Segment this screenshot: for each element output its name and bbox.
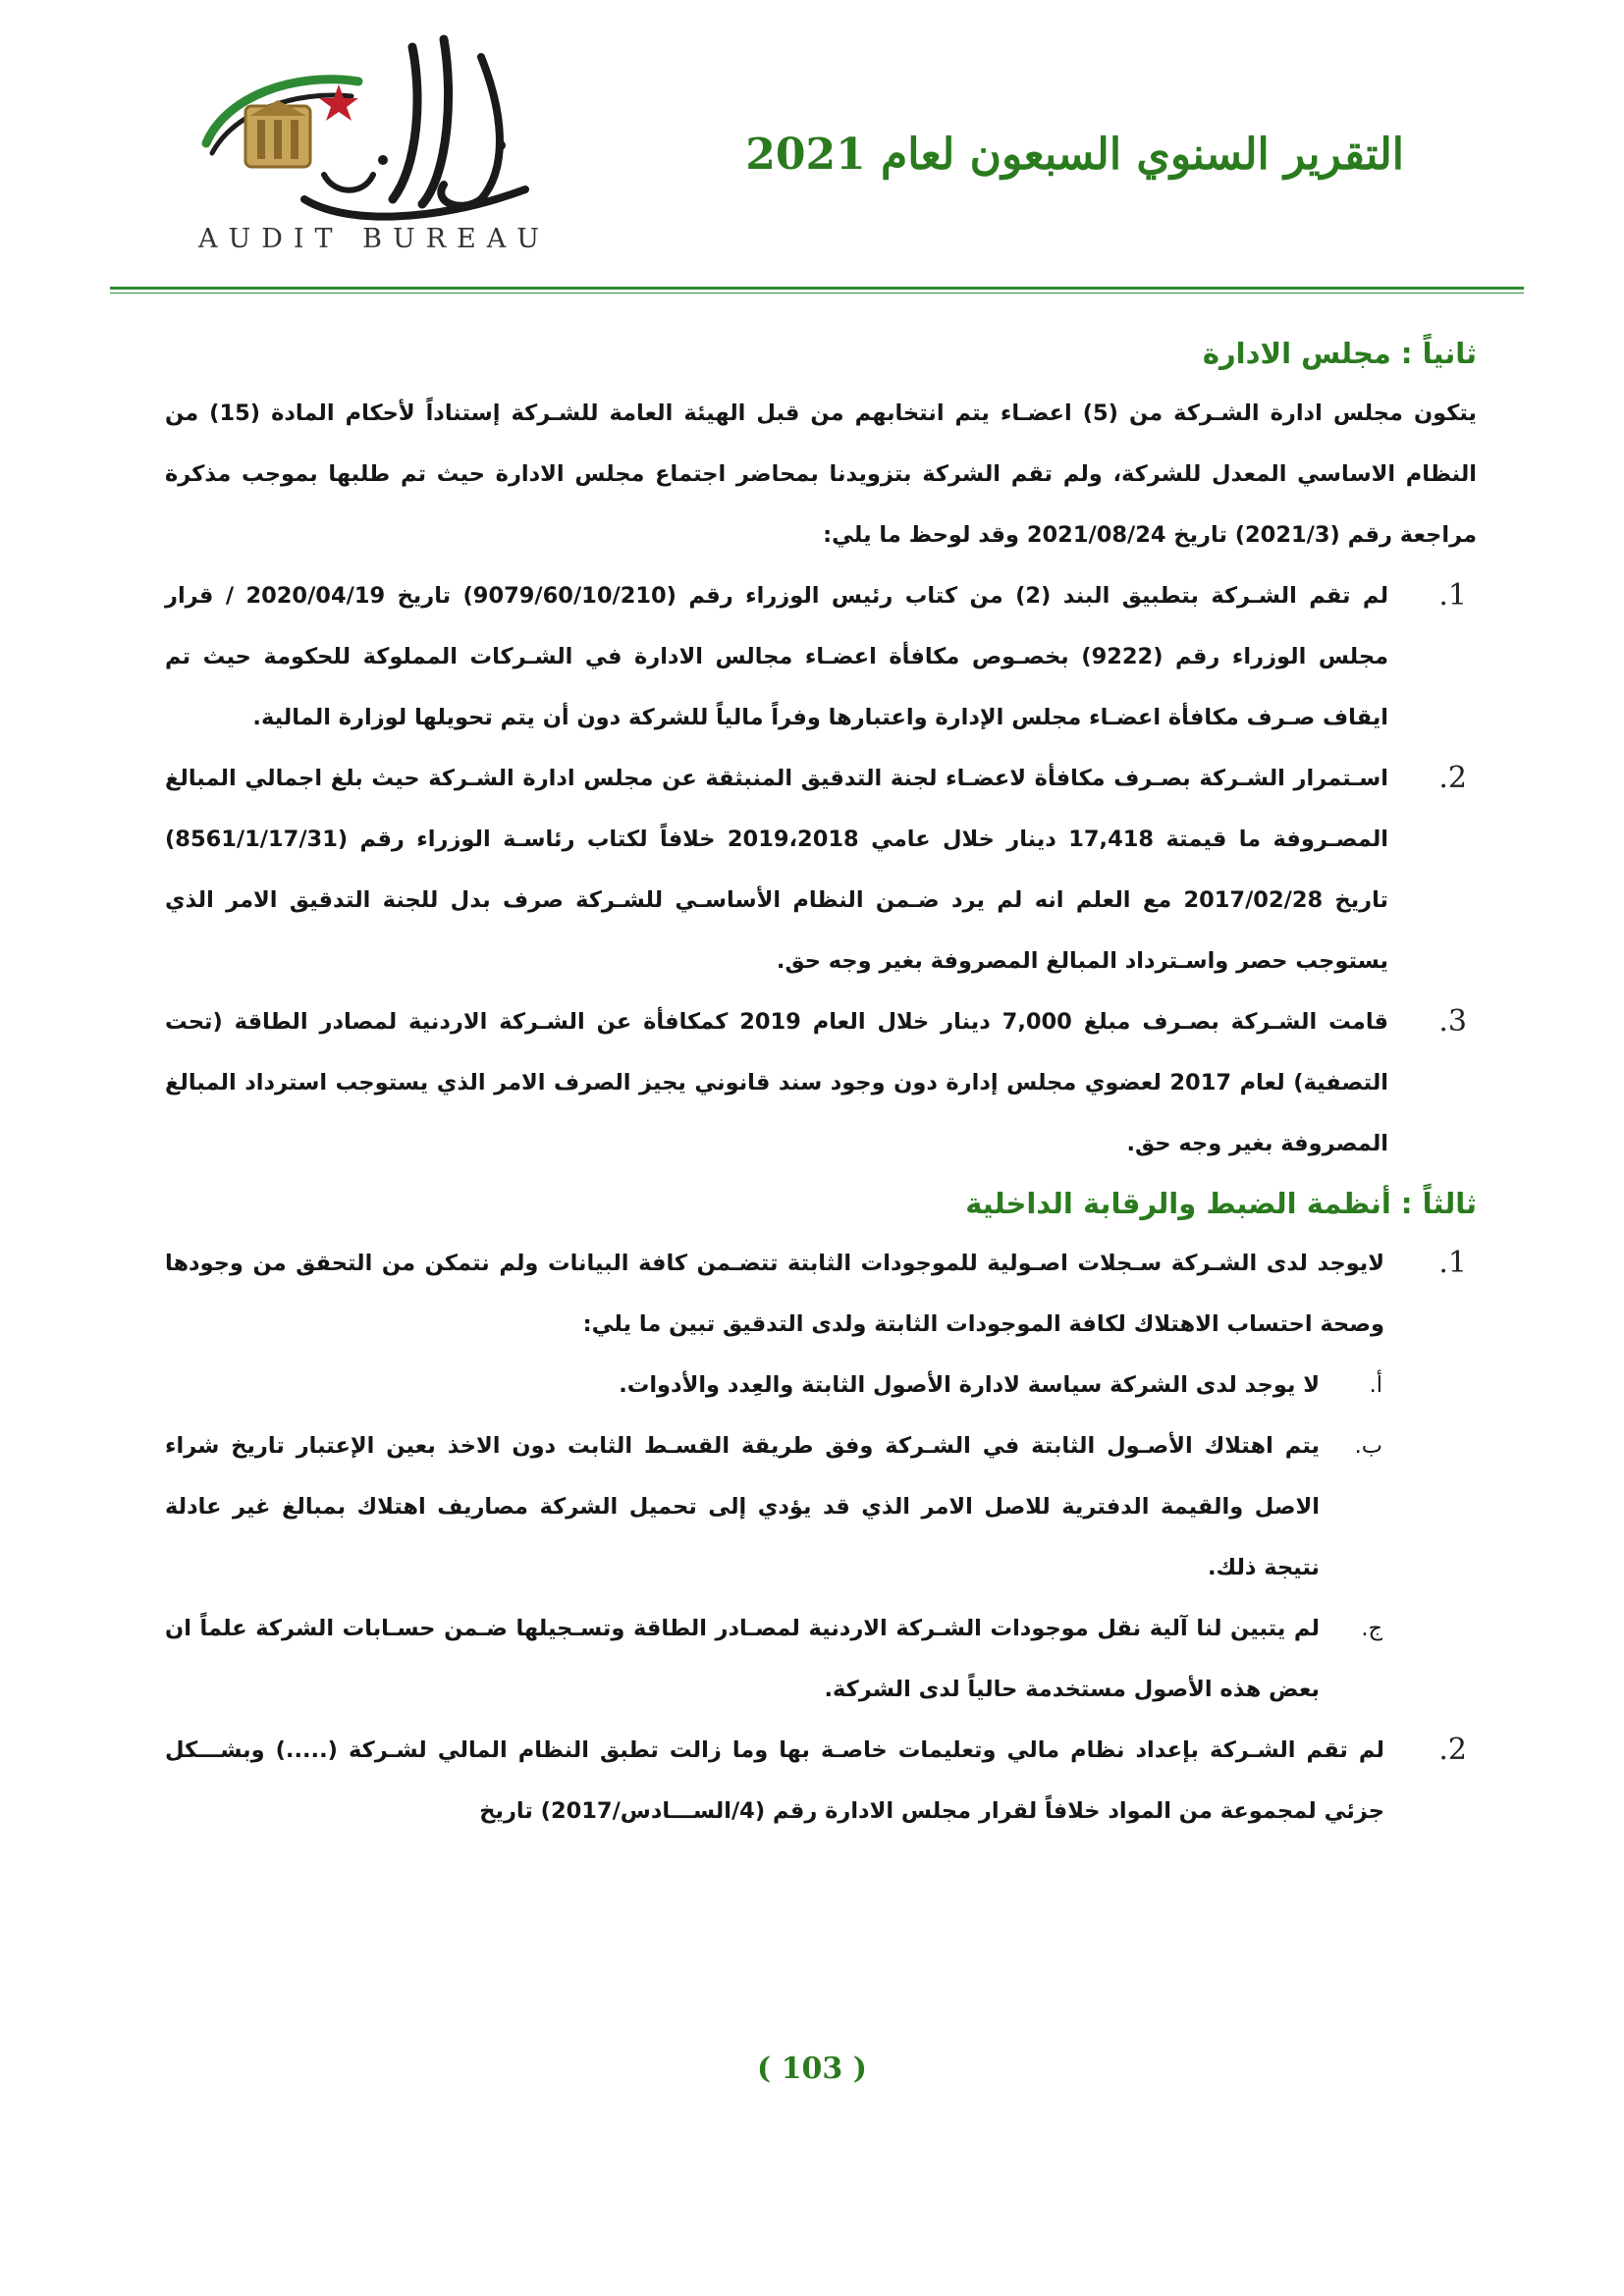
list-item-number: 2. xyxy=(1438,1733,1467,1767)
list-item-number: 1. xyxy=(1438,1246,1467,1280)
report-title: التقرير السنوي السبعون لعام 2021 xyxy=(745,130,1404,180)
page-number: ( 103 ) xyxy=(757,2052,867,2086)
list-item-text: لم تقم الشـركة بإعداد نظام مالي وتعليمات خاصـة بها وما زالت تطبق النظام المالي لشـركة (.....) وبشـــكل جزئي لمجموعة من المواد خلافاً لقرار مجلس الادارة رقم (4/الســـادس/2017) تاريخ xyxy=(165,1737,1384,1824)
header-rule xyxy=(110,287,1524,290)
sub-list-item xyxy=(165,1355,1382,1415)
header-rule-thin xyxy=(110,293,1524,294)
sub-list-text: يتم اهتلاك الأصـول الثابتة في الشـركة وفق طريقة القسـط الثابت دون الاخذ بعين الإعتبار تاريخ شراء الاصل والقيمة الدفترية للاصل الامر الذي قد يؤدي إلى تحميل الشركة مصاريف اهتلاك بمبالغ غير عادلة نتيجة ذلك. xyxy=(165,1433,1320,1580)
list-item xyxy=(165,1720,1477,1842)
list-item-text: اسـتمرار الشـركة بصـرف مكافأة لاعضـاء لجنة التدقيق المنبثقة عن مجلس ادارة الشـركة حيث بلغ اجمالي المبالغ المصـروفة ما قيمتة 17,418 دينار خلال عامي 2019،2018 خلافاً لكتاب رئاسـة الوزراء رقم (8561/1/17/31) تاريخ 2017/02/28 مع العلم انه لم يرد ضـمن النظام الأساسـي للشـركة صرف بدل للجنة التدقيق الامر الذي يستوجب حصر واسـترداد المبالغ المصروفة بغير وجه حق. xyxy=(165,766,1388,974)
section-title-board: ثانياً : مجلس الادارة xyxy=(1202,337,1477,370)
board-intro-paragraph: يتكون مجلس ادارة الشـركة من (5) اعضـاء يتم انتخابهم من قبل الهيئة العامة للشـركة إستناداً لأحكام المادة (15) من النظام الاساسي المعدل للشركة، ولم تقم الشركة بتزويدنا بمحاضر اجتماع مجلس الادارة حيث تم طلبها بموجب مذكرة مراجعة رقم (2021/3) تاريخ 2021/08/24 وقد لوحظ ما يلي: xyxy=(165,400,1477,548)
logo-caption: AUDIT BUREAU xyxy=(197,224,551,254)
sub-list-item xyxy=(165,1598,1382,1720)
sub-list-letter: ب. xyxy=(1354,1433,1382,1459)
list-item-number: 1. xyxy=(1438,578,1467,613)
section-title-internal-control: ثالثاً : أنظمة الضبط والرقابة الداخلية xyxy=(965,1187,1477,1220)
sub-list-text: لم يتبين لنا آلية نقل موجودات الشـركة الاردنية لمصـادر الطاقة وتسـجيلها ضـمن حسـابات الشركة علماً ان بعض هذه الأصول مستخدمة حالياً لدى الشركة. xyxy=(165,1616,1320,1702)
list-item xyxy=(165,991,1477,1174)
document-body xyxy=(165,324,1477,1842)
list-item xyxy=(165,565,1477,748)
list-item-text: لايوجد لدى الشـركة سـجلات اصـولية للموجودات الثابتة تتضـمن كافة البيانات ولم نتمكن من التحقق من وجودها وصحة احتساب الاهتلاك لكافة الموجودات الثابتة ولدى التدقيق تبين ما يلي: xyxy=(165,1251,1384,1337)
page-header xyxy=(0,0,1624,294)
list-item-number: 3. xyxy=(1438,1004,1467,1039)
list-item-number: 2. xyxy=(1438,761,1467,795)
list-item-text: لم تقم الشـركة بتطبيق البند (2) من كتاب رئيس الوزراء رقم (9079/60/10/210) تاريخ 2020/04/19 / قرار مجلس الوزراء رقم (9222) بخصـوص مكافأة اعضـاء مجالس الادارة في الشـركات المملوكة للحكومة حيث تم ايقاف صـرف مكافأة اعضـاء مجلس الإدارة واعتبارها وفراً مالياً للشركة دون أن يتم تحويلها لوزارة المالية. xyxy=(165,583,1389,730)
list-item xyxy=(165,1233,1477,1355)
sub-list-letter: أ. xyxy=(1369,1372,1382,1398)
sub-list-text: لا يوجد لدى الشركة سياسة لادارة الأصول الثابتة والعِدد والأدوات. xyxy=(619,1372,1320,1398)
sub-list-item xyxy=(165,1415,1382,1598)
sub-list-letter: ج. xyxy=(1361,1616,1382,1641)
list-item-text: قامت الشـركة بصـرف مبلغ 7,000 دينار خلال العام 2019 كمكافأة عن الشـركة الاردنية لمصادر الطاقة (تحت التصفية) لعام 2017 لعضوي مجلس إدارة دون وجود سند قانوني يجيز الصرف الامر الذي يستوجب استرداد المبالغ المصروفة بغير وجه حق. xyxy=(165,1009,1389,1156)
list-item xyxy=(165,748,1477,991)
